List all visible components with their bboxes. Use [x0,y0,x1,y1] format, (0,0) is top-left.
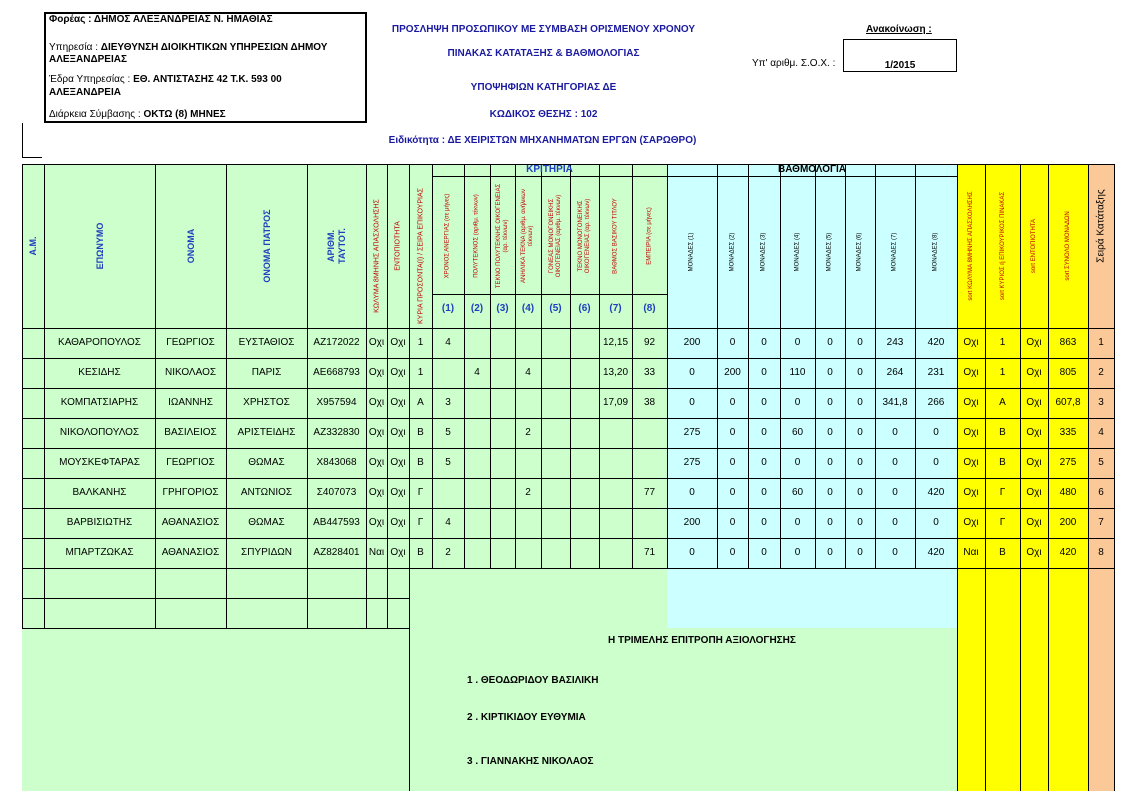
specialty: Ειδικότητα : ΔΕ ΧΕΙΡΙΣΤΩΝ ΜΗΧΑΝΗΜΑΤΩΝ ΕΡΓΩΝ (ΣΑΡΩΘΡΟ) [388,135,697,146]
cell-criterion [570,478,599,508]
cell-criterion [541,478,570,508]
col-header-criterion: ΒΑΘΜΟΣ ΒΑΣΙΚΟΥ ΤΙΤΛΟΥ [612,198,618,274]
cell-rank: 6 [1098,487,1104,498]
cell-criterion: 2 [525,427,531,438]
cell-monades: 0 [729,547,736,558]
cell-monades: 0 [857,487,863,498]
cell-monades: 0 [857,337,863,348]
cell-criterion [541,538,570,568]
cell-criterion [464,478,490,508]
cell-sort-entopiotita: Οχι [1026,337,1042,348]
cell-total: 607,8 [1055,397,1081,408]
cell-am [22,538,44,568]
grid-hline [432,294,667,295]
cell-monades: 0 [933,517,939,528]
cell-sort-kyrios: Β [999,457,1006,468]
announcement-label: Ανακοίνωση : [866,24,932,35]
cell-monades: 0 [827,457,833,468]
col-header-sort-synolo: sort ΣΥΝΟΛΟ ΜΟΝΑΔΩΝ [1065,211,1071,281]
grid-hline [22,628,409,629]
col-header-entopiotita: ΕΝΤΟΠΙΟΤΗΤΑ [394,221,402,271]
cell-total: 480 [1059,487,1077,498]
cell-criterion [632,508,667,538]
cell-sort-entopiotita: Οχι [1026,517,1042,528]
grid-hline [22,568,1114,569]
cell-sort-kolyma: Οχι [963,367,979,378]
col-header-sort-kyrios: sort ΚΥΡΙΟΣ ή ΕΠΙΚΟΥΡΙΚΟΣ ΠΙΝΑΚΑΣ [999,191,1006,301]
cell-sort-kyrios: Β [999,547,1006,558]
cell-name: ΑΘΑΝΑΣΙΟΣ [161,517,220,528]
col-header-criterion: ΕΜΠΕΙΡΙΑ (σε μήνες) [646,207,652,265]
criterion-number: (4) [521,303,535,314]
cell-monades: 0 [827,367,833,378]
cell-monades: 266 [927,397,945,408]
col-header-kolyma: ΚΩΛΥΜΑ 8ΜΗΝΗΣ ΑΠΑΣΧΟΛΗΣΗΣ [373,199,380,313]
cell-criterion [570,508,599,538]
cell-rank: 2 [1098,367,1104,378]
committee-member: 2 . ΚΙΡΤΙΚΙΔΟΥ ΕΥΘΥΜΙΑ [467,712,586,723]
cell-criterion [570,538,599,568]
cell-criterion: 4 [525,367,531,378]
cell-sort-entopiotita: Οχι [1026,397,1042,408]
cell-surname: ΚΟΜΠΑΤΣΙΑΡΗΣ [60,397,139,408]
cell-criterion [515,388,541,418]
cell-entopiotita: Οχι [390,367,406,378]
cell-criterion: 5 [445,427,451,438]
cell-monades: 0 [729,457,736,468]
col-header-father: ΟΝΟΜΑ ΠΑΤΡΟΣ [261,209,272,283]
cell-monades: 0 [761,487,767,498]
cell-father: ΑΝΤΩΝΙΟΣ [240,487,293,498]
cell-criterion [464,538,490,568]
cell-am [22,448,44,478]
cell-father: ΘΩΜΑΣ [248,457,285,468]
cell-monades: 110 [789,367,806,378]
cell-sort-kyrios: 1 [999,367,1006,378]
cell-id: ΑΖ172022 [313,337,360,348]
cell-monades: 0 [689,367,695,378]
cell-monades: 0 [794,337,801,348]
cell-am [22,508,44,538]
cell-criterion [599,508,632,538]
cell-monades: 0 [892,547,898,558]
cell-rank: 3 [1098,397,1104,408]
cell-sort-kyrios: Γ [999,517,1006,528]
cell-monades: 0 [729,397,736,408]
cell-criterion: 4 [445,517,451,528]
cell-name: ΓΕΩΡΓΙΟΣ [166,457,215,468]
cell-id: Χ843068 [316,457,357,468]
col-header-monades: ΜΟΝΑΔΕΣ (1) [688,232,695,272]
cell-kyria: Β [417,427,424,438]
cell-criterion [570,388,599,418]
cell-sort-kyrios: Γ [999,487,1006,498]
col-header-monades: ΜΟΝΑΔΕΣ (7) [891,232,898,272]
cell-father: ΘΩΜΑΣ [248,517,285,528]
cell-father: ΠΑΡΙΣ [251,367,282,378]
col-header-monades: ΜΟΝΑΔΕΣ (6) [856,232,863,272]
cell-monades: 0 [827,397,833,408]
cell-entopiotita: Οχι [390,427,406,438]
cell-name: ΙΩΑΝΝΗΣ [168,397,213,408]
cell-criterion: 5 [445,457,451,468]
grid-hline [22,598,409,599]
cell-criterion [490,418,515,448]
cell-rank: 1 [1098,337,1104,348]
cell-monades: 420 [927,547,945,558]
col-header-sort-kolyma: sort ΚΩΛΥΜΑ 8ΜΗΝΗΣ ΑΠΑΣΧΟΛΗΣΗΣ [968,191,974,301]
cell-total: 863 [1059,337,1077,348]
cell-monades: 0 [892,517,898,528]
cell-monades: 0 [827,547,833,558]
cell-monades: 0 [761,337,767,348]
committee-member: 3 . ΓΙΑΝΝΑΚΗΣ ΝΙΚΟΛΑΟΣ [467,756,594,767]
cell-total: 200 [1059,517,1077,528]
cell-surname: ΚΕΣΙΔΗΣ [78,367,121,378]
cell-name: ΝΙΚΟΛΑΟΣ [164,367,217,378]
cell-monades: 420 [927,337,945,348]
title-line-1: ΠΡΟΣΛΗΨΗ ΠΡΟΣΩΠΙΚΟΥ ΜΕ ΣΥΜΒΑΣΗ ΟΡΙΣΜΕΝΟΥ ΧΡΟΝΟΥ [391,24,696,35]
cell-criterion [490,538,515,568]
cell-kyria: Γ [417,487,424,498]
cell-monades: 0 [761,367,767,378]
cell-surname: ΜΟΥΣΚΕΦΤΑΡΑΣ [59,457,140,468]
cell-criterion [490,448,515,478]
cell-criterion [490,328,515,358]
cell-monades: 0 [689,397,695,408]
cell-rank: 7 [1098,517,1104,528]
cell-criterion: 33 [643,367,656,378]
cell-surname: ΒΑΛΚΑΝΗΣ [72,487,127,498]
cell-monades: 0 [729,337,736,348]
cell-criterion [599,418,632,448]
cell-kyria: Β [417,547,424,558]
cell-criterion [541,388,570,418]
cell-sort-entopiotita: Οχι [1026,367,1042,378]
cell-criterion [541,328,570,358]
col-header-am: Α.Μ. [28,236,38,256]
cell-monades: 0 [761,457,767,468]
committee-title: Η ΤΡΙΜΕΛΗΣ ΕΠΙΤΡΟΠΗ ΑΞΙΟΛΟΓΗΣΗΣ [608,635,796,646]
cell-criterion: 13,20 [602,367,629,378]
cell-monades: 0 [761,517,767,528]
kritiria-title: ΚΡΙΤΗΡΙΑ [526,164,573,175]
cell-monades: 0 [857,517,863,528]
cell-kolyma: Οχι [368,487,385,498]
cell-monades: 0 [892,487,898,498]
cell-criterion [464,448,490,478]
committee-member: 1 . ΘΕΟΔΩΡΙΔΟΥ ΒΑΣΙΛΙΚΗ [467,675,599,686]
cell-criterion [515,508,541,538]
cell-am [22,418,44,448]
cell-monades: 0 [857,397,863,408]
cell-sort-entopiotita: Οχι [1026,427,1042,438]
cell-criterion [570,418,599,448]
cell-monades: 0 [892,427,898,438]
cell-monades: 200 [724,367,741,378]
col-header-monades: ΜΟΝΑΔΕΣ (4) [794,232,800,272]
cell-criterion: 4 [474,367,480,378]
cell-kolyma: Ναι [368,547,385,558]
cell-criterion [570,328,599,358]
cell-kolyma: Οχι [368,517,385,528]
col-header-criterion: ΑΝΗΛΙΚΑ ΤΕΚΝΑ (αριθμ. ανήλικων τέκνων) [521,189,534,284]
cell-criterion: 17,09 [602,397,629,408]
cell-father: ΧΡΗΣΤΟΣ [243,397,290,408]
cell-monades: 264 [886,367,904,378]
ypiresia-line-2: ΑΛΕΞΑΝΔΡΕΙΑΣ [49,54,127,65]
cell-sort-kyrios: Α [999,397,1006,408]
cell-father: ΕΥΣΤΑΘΙΟΣ [238,337,295,348]
cell-monades: 0 [827,517,833,528]
cell-monades: 0 [729,517,736,528]
title-line-3: ΥΠΟΨΗΦΙΩΝ ΚΑΤΗΓΟΡΙΑΣ ΔΕ [470,82,617,93]
cell-total: 335 [1059,427,1077,438]
cell-kyria: 1 [417,337,424,348]
col-header-id-2: ΤΑΥΤΟΤ. [336,228,347,264]
cell-monades: 0 [794,457,801,468]
cell-criterion [515,538,541,568]
criterion-number: (8) [643,303,656,314]
cell-sort-kolyma: Οχι [963,457,979,468]
col-header-id-1: ΑΡΙΘΜ. [325,229,336,263]
cell-id: ΑΕ668793 [313,367,360,378]
cell-kyria: Β [417,457,424,468]
cell-total: 420 [1059,547,1077,558]
title-line-2: ΠΙΝΑΚΑΣ ΚΑΤΑΤΑΞΗΣ & ΒΑΘΜΟΛΟΓΙΑΣ [447,48,640,59]
col-header-criterion: ΠΟΛΥΤΕΚΝΟΣ (αριθμ. τέκνων) [473,194,480,278]
criterion-number: (5) [549,303,562,314]
cell-entopiotita: Οχι [390,457,406,468]
cell-criterion [490,388,515,418]
cell-kolyma: Οχι [368,367,385,378]
cell-kyria: Γ [417,517,424,528]
cell-monades: 420 [927,487,945,498]
cell-kolyma: Οχι [368,457,385,468]
col-header-kyria: ΚΥΡΙΑ ΠΡΟΣΟΝΤΑ(Ι) / ΣΕΙΡΑ ΕΠΙΚΟΥΡΙΑΣ [417,188,424,324]
cell-criterion: 38 [643,397,656,408]
cell-criterion [541,358,570,388]
cell-kolyma: Οχι [368,397,385,408]
cell-monades: 0 [729,487,736,498]
cell-sort-kolyma: Οχι [963,397,979,408]
col-header-surname: ΕΠΩΝΥΜΟ [94,222,105,270]
cell-criterion: 2 [525,487,531,498]
cell-criterion: 71 [643,547,656,558]
col-header-id [326,228,348,264]
cell-sort-kolyma: Ναι [963,547,979,558]
cell-monades: 0 [729,427,736,438]
cell-monades: 275 [683,427,701,438]
cell-monades: 0 [689,487,695,498]
cell-entopiotita: Οχι [390,337,406,348]
cell-monades: 0 [857,547,863,558]
cell-monades: 0 [794,397,801,408]
cell-am [22,328,44,358]
cell-entopiotita: Οχι [390,547,406,558]
cell-sort-entopiotita: Οχι [1026,547,1042,558]
cell-monades: 60 [791,487,804,498]
protocol-number: 1/2015 [884,60,916,71]
cell-rank: 8 [1098,547,1104,558]
cell-sort-kolyma: Οχι [963,517,979,528]
edra-line-2: ΑΛΕΞΑΝΔΡΕΙΑ [49,87,121,98]
cell-monades: 0 [933,427,939,438]
cell-sort-kolyma: Οχι [963,337,979,348]
grid-vline [1114,164,1115,791]
cell-kyria: Α [417,397,424,408]
cell-id: Χ957594 [316,397,357,408]
cell-monades: 0 [857,367,863,378]
cell-criterion: 77 [643,487,656,498]
cell-monades: 200 [683,517,701,528]
cell-criterion: 3 [445,397,451,408]
criterion-number: (1) [441,303,455,314]
cell-sort-kyrios: Β [999,427,1006,438]
cell-sort-entopiotita: Οχι [1026,487,1042,498]
protocol-label: Υπ' αριθμ. Σ.Ο.Χ. : [752,58,836,69]
cell-name: ΓΡΗΓΟΡΙΟΣ [162,487,219,498]
col-header-monades: ΜΟΝΑΔΕΣ (3) [760,232,767,272]
cell-criterion [541,508,570,538]
col-header-sort-entopiotita: sort ΕΝΤΟΠΙΟΤΗΤΑ [1031,218,1037,274]
cell-criterion [541,418,570,448]
edra-line: Έδρα Υπηρεσίας : ΕΘ. ΑΝΤΙΣΤΑΣΗΣ 42 Τ.Κ. 593 00 [49,74,282,85]
cell-criterion [632,448,667,478]
cell-monades: 275 [683,457,701,468]
position-code: ΚΩΔΙΚΟΣ ΘΕΣΗΣ : 102 [489,109,598,120]
col-header-criterion: ΤΕΚΝΟ ΜΟΝΟΓΟΝΕΙΚΗΣ ΟΙΚΟΓΕΝΕΙΑΣ (αρ. τέκνων) [577,198,591,274]
cell-monades: 0 [933,457,939,468]
cell-criterion [515,448,541,478]
col-header-criterion: ΧΡΟΝΟΣ ΑΝΕΡΓΙΑΣ (σε μήνες) [444,193,451,279]
cell-name: ΑΘΑΝΑΣΙΟΣ [161,547,220,558]
cell-criterion [432,358,464,388]
cell-kolyma: Οχι [368,427,385,438]
cell-criterion [464,328,490,358]
cell-total: 805 [1059,367,1077,378]
cell-surname: ΜΠΑΡΤΖΩΚΑΣ [65,547,134,558]
cell-criterion [464,388,490,418]
cell-criterion: 92 [643,337,656,348]
cell-entopiotita: Οχι [390,487,406,498]
cell-criterion [599,538,632,568]
cell-surname: ΝΙΚΟΛΟΠΟΥΛΟΣ [59,427,140,438]
cell-id: ΑΖ828401 [313,547,360,558]
cell-criterion: 4 [445,337,451,348]
col-header-monades: ΜΟΝΑΔΕΣ (5) [826,232,833,272]
cell-kyria: 1 [417,367,424,378]
cell-surname: ΒΑΡΒΙΣΙΩΤΗΣ [66,517,133,528]
cell-monades: 0 [761,547,767,558]
ypiresia-line: Υπηρεσία : ΔΙΕΥΘΥΝΣΗ ΔΙΟΙΚΗΤΙΚΩΝ ΥΠΗΡΕΣΙΩΝ ΔΗΜΟΥ [49,42,328,53]
cell-criterion: 12,15 [602,337,629,348]
criterion-number: (3) [496,303,509,314]
cell-id: ΑΒ447593 [313,517,360,528]
grid-hline [432,176,957,177]
cell-monades: 0 [761,397,767,408]
cell-criterion: 2 [445,547,451,558]
cell-monades: 0 [827,487,833,498]
cell-monades: 0 [827,337,833,348]
diarkeia-line: Διάρκεια Σύμβασης : ΟΚΤΩ (8) ΜΗΝΕΣ [49,109,226,120]
cell-criterion [464,418,490,448]
cell-sort-kyrios: 1 [999,337,1006,348]
cell-criterion [541,448,570,478]
cell-criterion [464,508,490,538]
cell-name: ΓΕΩΡΓΙΟΣ [166,337,215,348]
cell-id: ΑΖ332830 [313,427,360,438]
cell-criterion [599,478,632,508]
cell-id: Σ407073 [316,487,357,498]
cell-father: ΑΡΙΣΤΕΙΔΗΣ [237,427,296,438]
cell-surname: ΚΑΘΑΡΟΠΟΥΛΟΣ [58,337,141,348]
cell-am [22,358,44,388]
cell-criterion [599,448,632,478]
cell-monades: 60 [791,427,804,438]
cell-father: ΣΠΥΡΙΔΩΝ [241,547,292,558]
cell-name: ΒΑΣΙΛΕΙΟΣ [164,427,217,438]
cell-kolyma: Οχι [368,337,385,348]
cell-monades: 0 [857,457,863,468]
criterion-number: (7) [609,303,622,314]
cell-sort-entopiotita: Οχι [1026,457,1042,468]
vathmologia-title: ΒΑΘΜΟΛΟΓΙΑ [778,164,846,175]
cell-criterion [432,478,464,508]
cell-monades: 0 [827,427,833,438]
col-header-monades: ΜΟΝΑΔΕΣ (2) [729,232,735,272]
cell-criterion [570,448,599,478]
cell-criterion [570,358,599,388]
criterion-number: (6) [578,303,591,314]
cell-criterion [515,328,541,358]
cell-monades: 0 [892,457,898,468]
cell-monades: 0 [794,517,801,528]
cell-rank: 5 [1098,457,1104,468]
cell-monades: 341,8 [882,397,908,408]
cell-monades: 243 [886,337,904,348]
foreas-line: Φορέας : ΔΗΜΟΣ ΑΛΕΞΑΝΔΡΕΙΑΣ Ν. ΗΜΑΘΙΑΣ [49,14,273,25]
cell-monades: 0 [794,547,801,558]
cell-criterion [490,478,515,508]
col-header-monades: ΜΟΝΑΔΕΣ (8) [932,232,939,272]
cell-sort-kolyma: Οχι [963,427,979,438]
cell-am [22,388,44,418]
cell-monades: 0 [761,427,767,438]
cell-am [22,478,44,508]
cell-monades: 231 [927,367,945,378]
cell-criterion [490,508,515,538]
col-header-criterion: ΤΕΚΝΟ ΠΟΛΥΤΕΚΝΗΣ ΟΙΚΟΓΕΝΕΙΑΣ (αρ. τέκνων) [495,183,509,289]
cell-monades: 0 [689,547,695,558]
cell-entopiotita: Οχι [390,397,406,408]
cell-criterion [632,418,667,448]
col-header-criterion: ΓΟΝΕΑΣ ΜΟΝΟΓΟΝΕΙΚΗΣ ΟΙΚΟΓΕΝΕΙΑΣ (αριθμ. τέκνων) [548,194,562,278]
cell-criterion [490,358,515,388]
cell-total: 275 [1059,457,1077,468]
col-header-name: ΟΝΟΜΑ [185,228,196,264]
cell-sort-kolyma: Οχι [963,487,979,498]
col-header-rank: Σειρά Κατάταξης [1095,189,1107,263]
criterion-number: (2) [470,303,484,314]
cell-monades: 0 [857,427,863,438]
cell-rank: 4 [1098,427,1104,438]
cell-monades: 200 [683,337,701,348]
bg-green-empty [410,568,667,628]
cell-entopiotita: Οχι [390,517,406,528]
